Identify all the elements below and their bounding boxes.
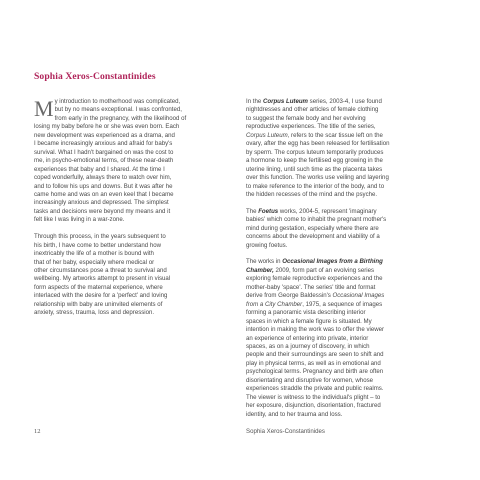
text-line: her exposure, disjunction, disorientation, fractured [246,402,381,410]
text-line: tasks and decisions were beyond my means and it [34,207,171,215]
text-line: over this function. The works use veiling and layering [246,174,389,182]
text-line: interlaced with the desire for a 'perfect' and loving [34,292,168,300]
text-line: a hormone to keep the fertilised egg growing in the [246,157,383,165]
text-line: by sperm. The corpus luteum temporarily produces [246,148,384,156]
text-run: derive from George Baldessin's [246,292,333,300]
text-line: spaces, as on a journey of discovery, in which [246,343,370,351]
italic-term: Occasional Images [332,292,385,300]
text-line: y introduction to motherhood was complicated, [54,98,181,105]
text-run: In the [246,98,263,105]
italic-term: Corpus Luteum [246,131,288,139]
line-group [246,106,442,131]
text-line: experiences straddle the private and public realms. [246,385,384,393]
text-line: reproductive experiences. The title of the series, [246,123,376,131]
text-line: growing foetus. [246,241,288,249]
text-line: identity, and to her trauma and loss. [246,410,343,418]
text-line: the hidden recesses of the mind and the psyche. [246,190,378,198]
text-run: series, 2003-4, I use found [307,98,382,105]
line-group [246,140,442,199]
text-line: nightdresses and other articles of female clothing [246,106,379,114]
text-line: uterine lining, until such time as the placenta takes [246,165,383,173]
text-line: from early in the pregnancy, with the likelihood of [54,114,187,122]
line-group [246,309,442,419]
article-heading: Sophia Xeros-Constantinides [34,71,156,82]
text-line: survival. What I hadn't bargained on was the cost to [34,148,174,156]
text-line: an experience of entering into private, interior [246,334,369,342]
text-line: wellbeing. My artworks attempt to present in visual [34,275,171,283]
running-head: Sophia Xeros-Constantinides [246,428,325,435]
text-line [246,258,442,266]
series-title-occasional-images-cont: Chamber, [246,266,274,274]
right-paragraph-2 [246,208,442,250]
text-line: felt like I was living in a war-zone. [34,216,125,224]
text-line [246,132,442,140]
text-line: babies' which come to inhabit the pregnant mother's [246,216,387,224]
text-line: mind during gestation, especially where there are [246,224,379,232]
text-line: intention in making the work was to offer the viewer [246,326,385,334]
text-line: coped wonderfully, always there to watch over him, [34,174,172,182]
text-line: concerns about the development and viability of a [246,233,380,241]
left-paragraph-1-rest [34,115,226,225]
text-run: works, 2004-5, represent 'imaginary [278,207,377,215]
text-line: The viewer is witness to the individual's plight – to [246,393,381,401]
text-line: disorientating and disruptive for women, whose [246,376,374,384]
text-line: I became increasingly anxious and afraid for baby's [34,140,173,148]
left-paragraph-1 [34,98,226,225]
text-line: to make reference to the interior of the body, and to [246,182,385,190]
right-paragraph-3 [246,258,442,419]
left-paragraph-2 [34,233,226,318]
text-line: losing my baby before he or she was even born. Each [34,123,180,131]
text-line [246,301,442,309]
text-line: and to follow his ups and downs. But it was after he [34,182,173,190]
text-run: 2009, form part of an evolving series [273,266,375,274]
text-line: psychological terms. Pregnancy and birth are often [246,368,384,376]
text-line: to suggest the female body and her evolving [246,114,366,122]
line-group [246,275,442,292]
italic-term: from a City Chamber [246,300,303,308]
text-line: anxiety, stress, trauma, loss and depression. [34,309,155,317]
text-line: people and their surroundings are seen to shift and [246,351,384,359]
text-run: The works in [246,258,283,266]
text-run: , refers to the scar tissue left on the [287,131,383,139]
text-line: exploring female reproductive experiences and the [246,275,383,283]
line-group [246,216,442,250]
text-line: ovary, after the egg has been released for fertilisation [246,140,390,148]
text-line: his birth, I have come to better understand how [34,241,162,249]
left-column [34,98,226,326]
text-line: came home and was on an even keel that I became [34,190,174,198]
text-line [246,208,442,216]
text-line: new development was experienced as a drama, and [34,131,175,139]
text-line: that of her baby, especially where medical or [34,258,155,266]
text-line: experiences that baby and I shared. At the time I [34,165,165,173]
text-line: relationship with baby are uninvited elements of [34,300,163,308]
drop-cap: M [34,96,54,121]
text-line: increasingly anxious and depressed. The simplest [34,199,169,207]
text-line [246,98,442,106]
text-run: , 1975, a sequence of images [302,300,383,308]
text-line: inextricably the life of a mother is bound with [34,250,154,258]
text-line: but by no means exceptional. I was confronted, [54,106,182,114]
text-line: other circumstances pose a threat to survival and [34,267,167,274]
text-line [246,292,442,300]
series-title-foetus: Foetus [258,207,279,215]
series-title-occasional-images: Occasional Images from a Birthing [282,258,383,266]
text-line: Through this process, in the years subsequent to [34,233,166,241]
text-line: spaces in which a female figure is situated. My [246,317,372,325]
page-number: 12 [34,428,41,435]
text-line: play in physical terms, as well as in emotional and [246,359,381,367]
series-title-corpus-luteum: Corpus Luteum [262,98,308,105]
right-column [246,98,442,427]
text-line: me, in psycho-emotional terms, of these near-death [34,157,174,165]
text-run: The [246,207,259,215]
text-line: form aspects of the maternal experience, where [34,283,163,291]
right-paragraph-1 [246,98,442,199]
text-line: forming a panoramic vista describing interior [246,309,366,317]
text-line: mother-baby 'space'. The series' title and format [246,283,376,291]
text-line [246,267,442,275]
